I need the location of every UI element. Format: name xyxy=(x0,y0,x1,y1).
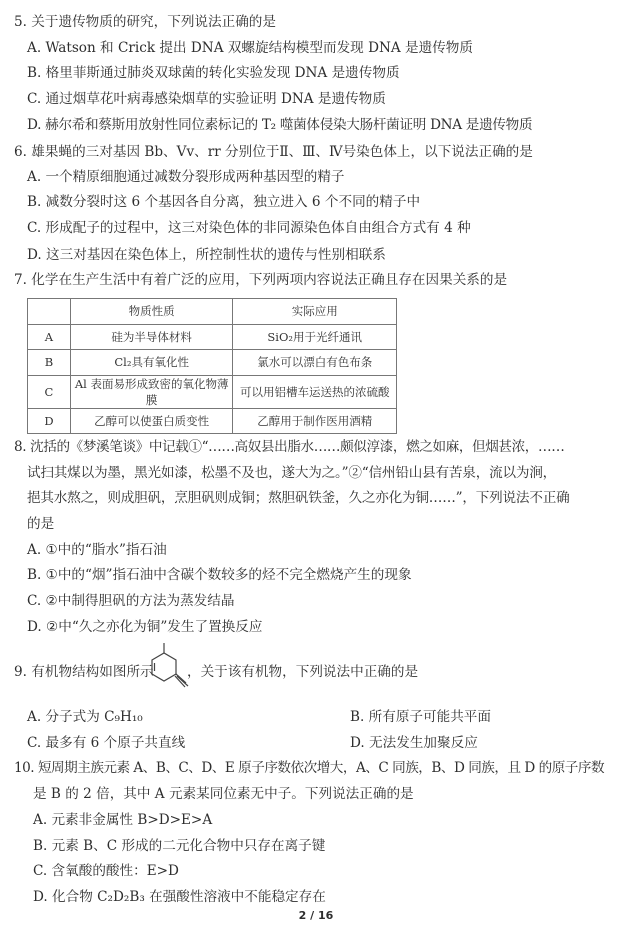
question-stem-line: 是 B 的 2 倍，其中 A 元素某同位素无中子。下列说法正确的是 xyxy=(33,786,414,802)
molecule-structure-diagram xyxy=(140,643,190,699)
table-cell: 乙醇用于制作医用酒精 xyxy=(233,408,397,434)
option-c: C. 通过烟草花叶病毒感染烟草的实验证明 DNA 是遗传物质 xyxy=(27,91,386,107)
option-a: A. 元素非金属性 B>D>E>A xyxy=(33,812,213,828)
option-b: B. 元素 B、C 形成的二元化合物中只存在离子键 xyxy=(33,838,326,854)
option-a: A. 分子式为 C₉H₁₀ xyxy=(27,709,143,725)
question-stem-line: 10. 短周期主族元素 A、B、C、D、E 原子序数依次增大，A、C 同族，B、D 同族，且 D 的原子序数 xyxy=(14,760,605,776)
question-stem-start: 9. 有机物结构如图所示 xyxy=(14,664,154,680)
question-stem-line: 8. 沈括的《梦溪笔谈》中记载①“……高奴县出脂水……颇似淳漆，燃之如麻，但烟甚浓，…… xyxy=(14,439,565,455)
question-stem-line: 的是 xyxy=(27,516,55,532)
table-cell: 硅为半导体材料 xyxy=(70,324,233,350)
table-cell: B xyxy=(28,350,71,376)
question-stem-line: 试扫其煤以为墨，黑光如漆，松墨不及也，遂大为之。”②“信州铅山县有苦泉，流以为涧， xyxy=(27,465,557,481)
option-d: D. 这三对基因在染色体上，所控制性状的遗传与性别相联系 xyxy=(27,247,386,263)
option-c: C. 含氧酸的酸性：E>D xyxy=(33,863,179,879)
table-cell: Al 表面易形成致密的氧化物薄膜 xyxy=(70,375,233,408)
table-row xyxy=(28,375,397,408)
table-cell: 乙醇可以使蛋白质变性 xyxy=(70,408,233,434)
option-d: D. 化合物 C₂D₂B₃ 在强酸性溶液中不能稳定存在 xyxy=(33,889,326,905)
option-a: A. Watson 和 Crick 提出 DNA 双螺旋结构模型而发现 DNA 是遗传物质 xyxy=(27,40,473,56)
question-stem-line: 挹其水熬之，则成胆矾，烹胆矾则成铜；熬胆矾铁釜，久之亦化为铜……”，下列说法不正确 xyxy=(27,490,570,506)
option-a: A. 一个精原细胞通过减数分裂形成两种基因型的精子 xyxy=(27,169,345,185)
option-c: C. 形成配子的过程中，这三对染色体的非同源染色体自由组合方式有 4 种 xyxy=(27,220,471,236)
table-row xyxy=(28,408,397,434)
table-cell: C xyxy=(28,375,71,408)
table-cell: Cl₂具有氧化性 xyxy=(70,350,233,376)
table-row xyxy=(28,324,397,350)
option-b: B. 减数分裂时这 6 个基因各自分离，独立进入 6 个不同的精子中 xyxy=(27,194,421,210)
option-c: C. 最多有 6 个原子共直线 xyxy=(27,735,186,751)
table-cell: A xyxy=(28,324,71,350)
question-stem-end: ，关于该有机物，下列说法中正确的是 xyxy=(187,664,419,680)
table-cell: SiO₂用于光纤通讯 xyxy=(233,324,397,350)
question-stem: 7. 化学在生产生活中有着广泛的应用，下列两项内容说法正确且存在因果关系的是 xyxy=(14,272,508,288)
header-cell: 物质性质 xyxy=(70,299,233,325)
option-c: C. ②中制得胆矾的方法为蒸发结晶 xyxy=(27,593,235,609)
table-cell: 可以用铝槽车运送热的浓硫酸 xyxy=(233,375,397,408)
property-application-table xyxy=(27,298,397,434)
table-cell: D xyxy=(28,408,71,434)
question-stem: 5. 关于遗传物质的研究，下列说法正确的是 xyxy=(14,14,276,30)
option-d: D. 赫尔希和蔡斯用放射性同位素标记的 T₂ 噬菌体侵染大肠杆菌证明 DNA 是遗传物质 xyxy=(27,117,533,133)
option-d: D. ②中“久之亦化为铜”发生了置换反应 xyxy=(27,619,263,635)
table-row xyxy=(28,350,397,376)
page-number: 2 / 16 xyxy=(298,909,334,922)
option-b: B. ①中的“烟”指石油中含碳个数较多的烃不完全燃烧产生的现象 xyxy=(27,567,412,583)
option-a: A. ①中的“脂水”指石油 xyxy=(27,542,167,558)
table-cell: 氯水可以漂白有色布条 xyxy=(233,350,397,376)
question-stem: 6. 雄果蝇的三对基因 Bb、Vv、rr 分别位于Ⅱ、Ⅲ、Ⅳ号染色体上，以下说法正确的是 xyxy=(14,144,533,160)
option-b: B. 所有原子可能共平面 xyxy=(350,709,491,725)
option-d: D. 无法发生加聚反应 xyxy=(350,735,478,751)
header-cell xyxy=(28,299,71,325)
table-header-row xyxy=(28,299,397,325)
option-b: B. 格里菲斯通过肺炎双球菌的转化实验发现 DNA 是遗传物质 xyxy=(27,65,400,81)
header-cell: 实际应用 xyxy=(233,299,397,325)
